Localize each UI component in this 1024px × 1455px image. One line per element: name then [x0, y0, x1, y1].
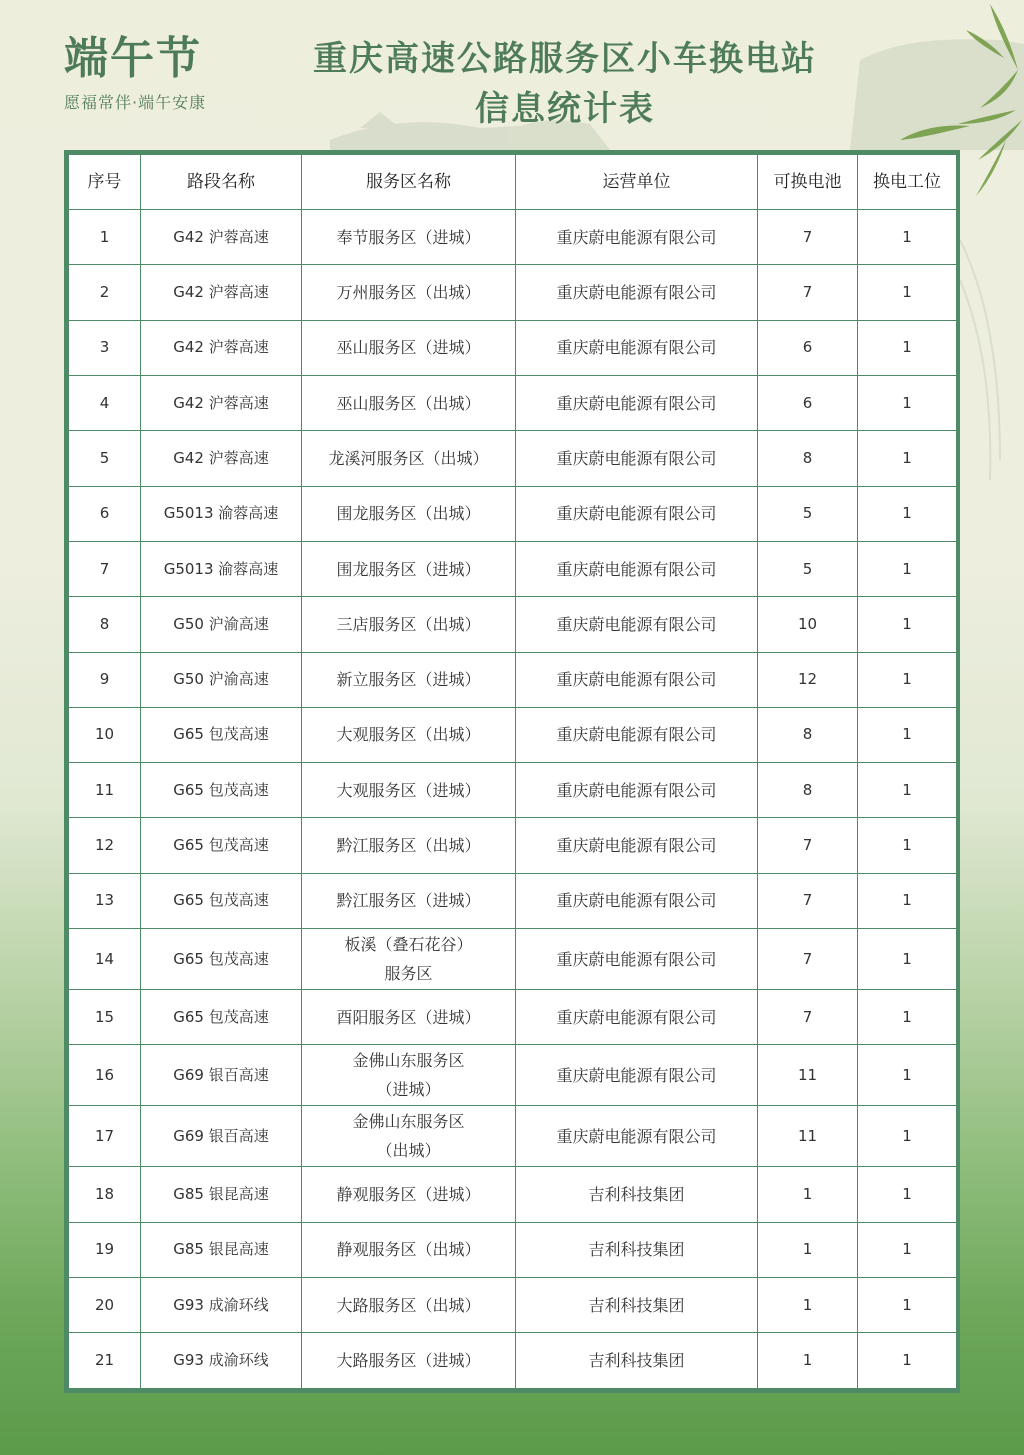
cell-no: 18 — [69, 1167, 141, 1222]
cell-service-area: 大观服务区（出城） — [302, 707, 516, 762]
cell-no: 9 — [69, 652, 141, 707]
service-area-line: 金佛山东服务区 — [352, 1112, 465, 1132]
cell-operator: 重庆蔚电能源有限公司 — [516, 707, 758, 762]
cell-route: G5013 渝蓉高速 — [141, 541, 302, 596]
cell-route: G69 银百高速 — [141, 1106, 302, 1167]
cell-service-area: 万州服务区（出城） — [302, 265, 516, 320]
battery-swap-stations-table — [68, 154, 957, 1389]
cell-operator: 吉利科技集团 — [516, 1278, 758, 1333]
cell-route: G93 成渝环线 — [141, 1278, 302, 1333]
cell-route: G69 银百高速 — [141, 1045, 302, 1106]
cell-route: G42 沪蓉高速 — [141, 210, 302, 265]
header-batteries: 可换电池 — [758, 155, 858, 210]
cell-operator: 重庆蔚电能源有限公司 — [516, 929, 758, 990]
cell-service-area: 三店服务区（出城） — [302, 597, 516, 652]
cell-batteries: 1 — [758, 1278, 858, 1333]
cell-service-area: 巫山服务区（进城） — [302, 320, 516, 375]
cell-service-area: 静观服务区（进城） — [302, 1167, 516, 1222]
cell-no: 20 — [69, 1278, 141, 1333]
cell-route: G85 银昆高速 — [141, 1167, 302, 1222]
cell-service-area: 大路服务区（进城） — [302, 1333, 516, 1389]
cell-batteries: 7 — [758, 873, 858, 928]
cell-no: 8 — [69, 597, 141, 652]
table-row — [69, 1167, 957, 1222]
cell-operator: 重庆蔚电能源有限公司 — [516, 652, 758, 707]
table-row — [69, 652, 957, 707]
cell-stations: 1 — [858, 929, 957, 990]
cell-route: G65 包茂高速 — [141, 990, 302, 1045]
table-row — [69, 597, 957, 652]
cell-stations: 1 — [858, 873, 957, 928]
cell-batteries: 1 — [758, 1333, 858, 1389]
cell-no: 16 — [69, 1045, 141, 1106]
cell-batteries: 1 — [758, 1167, 858, 1222]
cell-stations: 1 — [858, 431, 957, 486]
cell-batteries: 1 — [758, 1222, 858, 1277]
table-row — [69, 320, 957, 375]
cell-route: G93 成渝环线 — [141, 1333, 302, 1389]
table-row — [69, 265, 957, 320]
cell-stations: 1 — [858, 707, 957, 762]
cell-stations: 1 — [858, 597, 957, 652]
table-row — [69, 210, 957, 265]
table-row — [69, 929, 957, 990]
cell-operator: 吉利科技集团 — [516, 1333, 758, 1389]
cell-no: 14 — [69, 929, 141, 990]
table-row — [69, 541, 957, 596]
cell-no: 2 — [69, 265, 141, 320]
cell-batteries: 7 — [758, 265, 858, 320]
table-row — [69, 1222, 957, 1277]
cell-operator: 重庆蔚电能源有限公司 — [516, 1045, 758, 1106]
cell-operator: 重庆蔚电能源有限公司 — [516, 265, 758, 320]
cell-service-area: 龙溪河服务区（出城） — [302, 431, 516, 486]
cell-batteries: 7 — [758, 929, 858, 990]
cell-no: 15 — [69, 990, 141, 1045]
cell-route: G5013 渝蓉高速 — [141, 486, 302, 541]
cell-route: G42 沪蓉高速 — [141, 431, 302, 486]
cell-no: 12 — [69, 818, 141, 873]
cell-route: G85 银昆高速 — [141, 1222, 302, 1277]
cell-batteries: 7 — [758, 990, 858, 1045]
table-row — [69, 990, 957, 1045]
cell-no: 19 — [69, 1222, 141, 1277]
cell-stations: 1 — [858, 1167, 957, 1222]
table-row — [69, 375, 957, 430]
cell-service-area: 静观服务区（出城） — [302, 1222, 516, 1277]
header-service-area: 服务区名称 — [302, 155, 516, 210]
cell-batteries: 10 — [758, 597, 858, 652]
cell-stations: 1 — [858, 320, 957, 375]
cell-no: 3 — [69, 320, 141, 375]
cell-operator: 吉利科技集团 — [516, 1167, 758, 1222]
table-header-row — [69, 155, 957, 210]
cell-route: G65 包茂高速 — [141, 763, 302, 818]
cell-service-area: 新立服务区（进城） — [302, 652, 516, 707]
service-area-line: 板溪（叠石花谷） — [344, 935, 473, 955]
page-title-line-2: 信息统计表 — [475, 89, 655, 129]
cell-route: G42 沪蓉高速 — [141, 265, 302, 320]
service-area-line: 金佛山东服务区 — [352, 1051, 465, 1071]
cell-operator: 重庆蔚电能源有限公司 — [516, 320, 758, 375]
cell-stations: 1 — [858, 265, 957, 320]
page-title-line-1: 重庆高速公路服务区小车换电站 — [313, 39, 817, 79]
cell-operator: 重庆蔚电能源有限公司 — [516, 486, 758, 541]
cell-service-area: 奉节服务区（进城） — [302, 210, 516, 265]
festival-wish: 愿福常伴·端午安康 — [64, 93, 207, 112]
header-operator: 运营单位 — [516, 155, 758, 210]
cell-batteries: 8 — [758, 707, 858, 762]
festival-badge — [64, 30, 206, 113]
table-row — [69, 818, 957, 873]
wave-lines-decoration — [960, 240, 1000, 480]
cell-batteries: 6 — [758, 375, 858, 430]
cell-operator: 重庆蔚电能源有限公司 — [516, 375, 758, 430]
header-no: 序号 — [69, 155, 141, 210]
service-area-line: （进城） — [376, 1080, 441, 1100]
festival-name: 端午节 — [64, 33, 202, 84]
cell-stations: 1 — [858, 1045, 957, 1106]
table-body — [69, 210, 957, 1389]
cell-no: 6 — [69, 486, 141, 541]
cell-no: 10 — [69, 707, 141, 762]
cell-stations: 1 — [858, 375, 957, 430]
cell-operator: 重庆蔚电能源有限公司 — [516, 597, 758, 652]
cell-route: G65 包茂高速 — [141, 818, 302, 873]
cell-stations: 1 — [858, 763, 957, 818]
table-row — [69, 1106, 957, 1167]
header-stations: 换电工位 — [858, 155, 957, 210]
cell-service-area: 围龙服务区（出城） — [302, 486, 516, 541]
cell-operator: 重庆蔚电能源有限公司 — [516, 431, 758, 486]
cell-no: 5 — [69, 431, 141, 486]
cell-operator: 重庆蔚电能源有限公司 — [516, 818, 758, 873]
cell-route: G42 沪蓉高速 — [141, 320, 302, 375]
cell-no: 1 — [69, 210, 141, 265]
cell-service-area: 酉阳服务区（进城） — [302, 990, 516, 1045]
table-row — [69, 431, 957, 486]
cell-route: G65 包茂高速 — [141, 707, 302, 762]
page-title — [270, 34, 860, 134]
table-row — [69, 1278, 957, 1333]
cell-no: 4 — [69, 375, 141, 430]
cell-batteries: 7 — [758, 818, 858, 873]
cell-stations: 1 — [858, 652, 957, 707]
cell-route: G42 沪蓉高速 — [141, 375, 302, 430]
cell-service-area — [302, 929, 516, 990]
cell-no: 7 — [69, 541, 141, 596]
cell-service-area: 巫山服务区（出城） — [302, 375, 516, 430]
cell-no: 21 — [69, 1333, 141, 1389]
cell-no: 13 — [69, 873, 141, 928]
cell-no: 11 — [69, 763, 141, 818]
cell-stations: 1 — [858, 486, 957, 541]
cell-service-area: 围龙服务区（进城） — [302, 541, 516, 596]
cell-stations: 1 — [858, 990, 957, 1045]
cell-service-area: 大观服务区（进城） — [302, 763, 516, 818]
cell-service-area: 大路服务区（出城） — [302, 1278, 516, 1333]
table-row — [69, 1045, 957, 1106]
cell-route: G65 包茂高速 — [141, 873, 302, 928]
cell-stations: 1 — [858, 818, 957, 873]
table-frame — [64, 150, 960, 1393]
cell-service-area — [302, 1045, 516, 1106]
cell-batteries: 5 — [758, 541, 858, 596]
table-row — [69, 1333, 957, 1389]
header-route: 路段名称 — [141, 155, 302, 210]
table-row — [69, 486, 957, 541]
cell-batteries: 12 — [758, 652, 858, 707]
cell-batteries: 7 — [758, 210, 858, 265]
service-area-line: 服务区 — [384, 964, 433, 984]
cell-service-area: 黔江服务区（出城） — [302, 818, 516, 873]
cell-stations: 1 — [858, 1333, 957, 1389]
service-area-line: （出城） — [376, 1141, 441, 1161]
cell-batteries: 5 — [758, 486, 858, 541]
cell-operator: 重庆蔚电能源有限公司 — [516, 541, 758, 596]
cell-operator: 重庆蔚电能源有限公司 — [516, 763, 758, 818]
cell-batteries: 11 — [758, 1106, 858, 1167]
cell-batteries: 11 — [758, 1045, 858, 1106]
cell-batteries: 8 — [758, 763, 858, 818]
cell-route: G50 沪渝高速 — [141, 597, 302, 652]
cell-operator: 吉利科技集团 — [516, 1222, 758, 1277]
cell-operator: 重庆蔚电能源有限公司 — [516, 990, 758, 1045]
cell-stations: 1 — [858, 1278, 957, 1333]
cell-batteries: 6 — [758, 320, 858, 375]
cell-no: 17 — [69, 1106, 141, 1167]
cell-stations: 1 — [858, 1222, 957, 1277]
cell-operator: 重庆蔚电能源有限公司 — [516, 1106, 758, 1167]
cell-stations: 1 — [858, 541, 957, 596]
cell-route: G65 包茂高速 — [141, 929, 302, 990]
cell-stations: 1 — [858, 1106, 957, 1167]
table-row — [69, 763, 957, 818]
cell-service-area — [302, 1106, 516, 1167]
table-row — [69, 707, 957, 762]
cell-stations: 1 — [858, 210, 957, 265]
cell-route: G50 沪渝高速 — [141, 652, 302, 707]
cell-batteries: 8 — [758, 431, 858, 486]
cell-operator: 重庆蔚电能源有限公司 — [516, 210, 758, 265]
cell-operator: 重庆蔚电能源有限公司 — [516, 873, 758, 928]
table-row — [69, 873, 957, 928]
cell-service-area: 黔江服务区（进城） — [302, 873, 516, 928]
